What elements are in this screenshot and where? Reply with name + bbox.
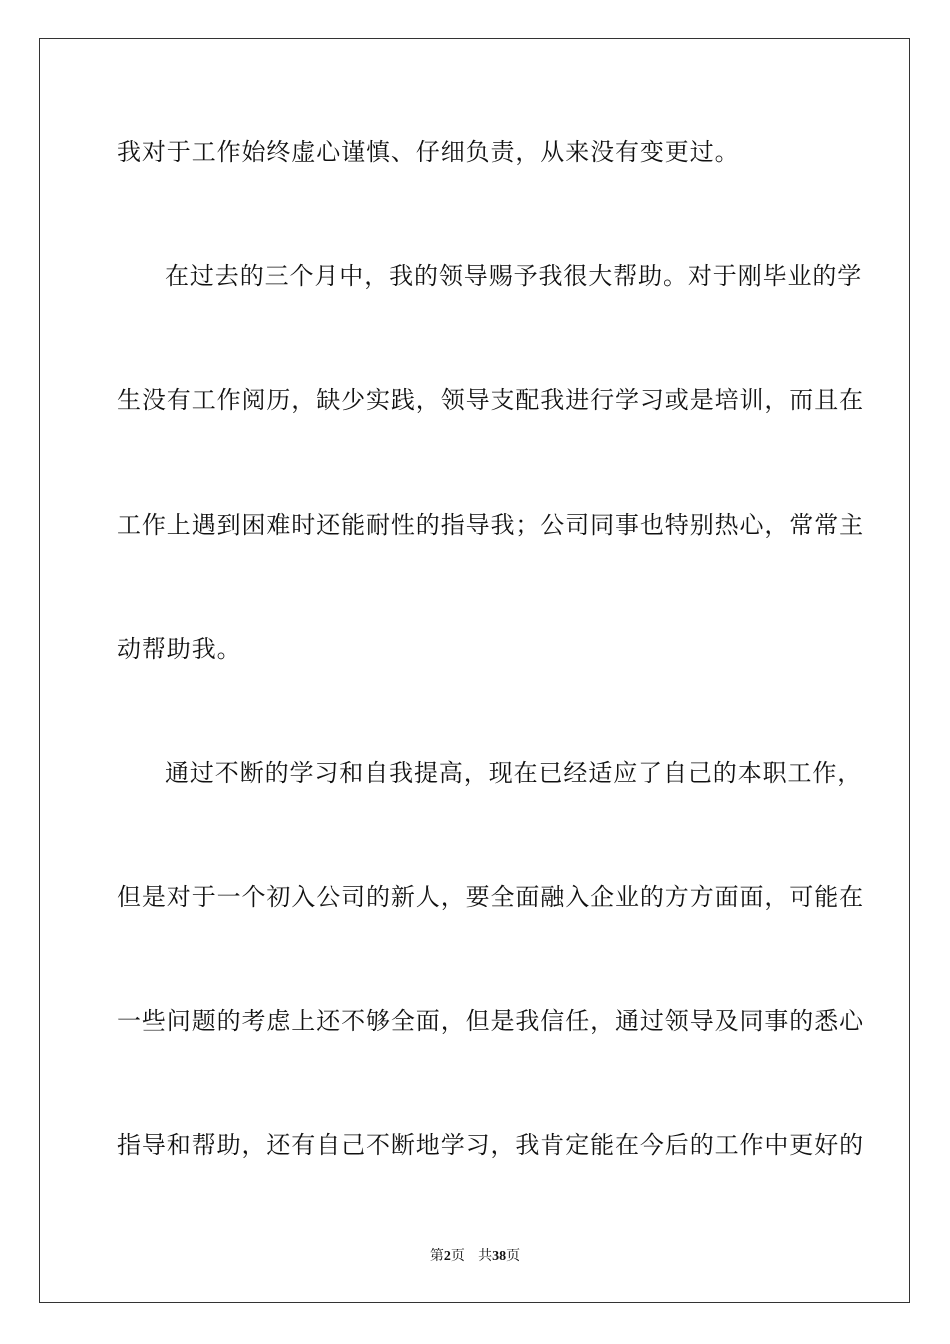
text-line-7: 但是对于一个初入公司的新人，要全面融入企业的方方面面，可能在 bbox=[117, 883, 864, 911]
page-footer bbox=[0, 1246, 950, 1267]
page-suffix: 页 bbox=[450, 1248, 465, 1264]
text-line-1: 我对于工作始终虚心谨慎、仔细负责，从来没有变更过。 bbox=[117, 138, 740, 166]
text-line-6: 通过不断的学习和自我提高，现在已经适应了自己的本职工作， bbox=[165, 759, 863, 787]
text-line-5: 动帮助我。 bbox=[117, 635, 242, 663]
page-prefix: 第 bbox=[429, 1248, 444, 1264]
text-line-2: 在过去的三个月中，我的领导赐予我很大帮助。对于刚毕业的学 bbox=[165, 262, 863, 290]
total-suffix: 页 bbox=[506, 1248, 521, 1264]
text-line-8: 一些问题的考虑上还不够全面，但是我信任，通过领导及同事的悉心 bbox=[117, 1007, 864, 1035]
total-prefix: 共 bbox=[478, 1248, 493, 1264]
text-line-4: 工作上遇到困难时还能耐性的指导我；公司同事也特别热心，常常主 bbox=[117, 511, 864, 539]
total-pages: 38 bbox=[492, 1249, 507, 1264]
page-number: 2 bbox=[443, 1249, 451, 1264]
text-line-3: 生没有工作阅历，缺少实践，领导支配我进行学习或是培训，而且在 bbox=[117, 386, 864, 414]
text-line-9: 指导和帮助，还有自己不断地学习，我肯定能在今后的工作中更好的 bbox=[117, 1131, 864, 1159]
page-frame bbox=[39, 38, 910, 1303]
